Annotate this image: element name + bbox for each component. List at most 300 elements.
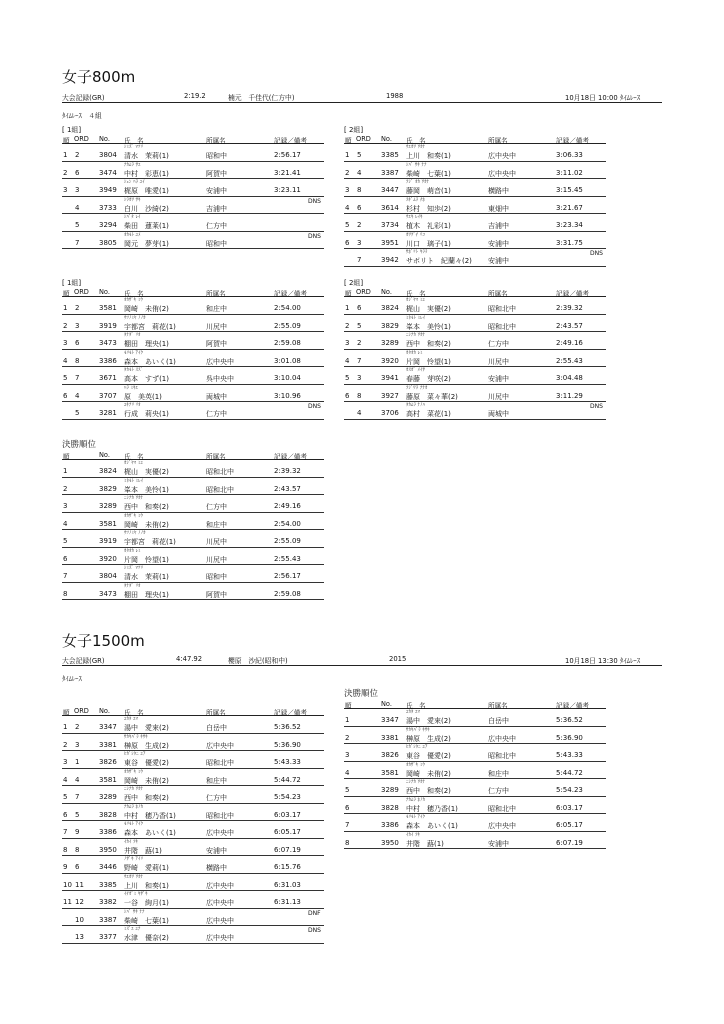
table-row [62, 315, 324, 333]
place: 3 [345, 339, 350, 347]
heat-table-800m-1 [62, 126, 324, 249]
header-ord: ORD [356, 288, 371, 296]
table-row [344, 297, 606, 315]
name-kana: ﾅｶﾑﾗ ﾎﾉｶ [124, 804, 144, 810]
affiliation: 昭和北中 [206, 485, 234, 494]
header-rec: 記録／備考 [274, 709, 307, 717]
place: 6 [63, 391, 68, 400]
table-row [62, 530, 324, 548]
record: 2:55.09 [274, 321, 301, 330]
affiliation: 横路中 [488, 187, 509, 195]
affiliation: 広中央中 [206, 357, 234, 366]
header-name: 氏 名 [124, 290, 144, 298]
table-row [62, 332, 324, 350]
bib-number: 3826 [381, 751, 399, 759]
place: 5 [63, 374, 68, 382]
record: 2:39.32 [556, 304, 583, 312]
table-row [344, 402, 606, 420]
event-title-1500m: 女子1500m [62, 632, 145, 650]
name-kana: ｵｶﾓﾄ ﾕﾒ [124, 232, 141, 238]
name-kana: ﾌｼﾞ ｵｶ ﾜｶﾅ [406, 180, 430, 185]
bib-number: 3941 [381, 374, 399, 382]
place: 8 [63, 589, 68, 598]
bib-number: 3386 [99, 356, 117, 365]
name-kana: ｻﾎﾞﾘﾄ ｷﾗﾗ [406, 250, 428, 255]
athlete-name: 西中 和奏(2) [406, 340, 451, 348]
athlete-name: 棚田 理央(1) [124, 340, 169, 348]
header-rec: 記録／備考 [274, 290, 307, 298]
bib-number: 3381 [381, 733, 399, 742]
affiliation: 広中央中 [206, 916, 234, 925]
header-pos: 順 [63, 290, 70, 298]
place: 6 [345, 803, 350, 812]
record: 2:54.00 [274, 519, 301, 528]
bib-number: 3581 [99, 775, 117, 784]
place: 3 [63, 339, 68, 347]
bib-number: 3581 [99, 304, 117, 312]
place: 4 [345, 768, 350, 777]
record: 3:23.11 [274, 186, 301, 194]
order: 7 [357, 256, 362, 264]
header-no: No. [99, 288, 110, 296]
name-kana: ｲｶｲ ﾌｷ [406, 832, 421, 838]
athlete-name: 上川 和奏(1) [406, 152, 451, 160]
table-row [344, 232, 606, 250]
header-aff: 所属名 [206, 453, 226, 461]
affiliation: 昭和北中 [488, 322, 516, 331]
bib-number: 3474 [99, 168, 117, 177]
note: DNF [308, 909, 321, 917]
order: 4 [75, 203, 80, 212]
order: 3 [357, 374, 362, 382]
table-caption: [ 2組] [344, 126, 364, 134]
header-no: No. [381, 288, 392, 296]
affiliation: 仁方中 [206, 222, 227, 230]
header-aff: 所属名 [206, 709, 226, 717]
record: 5:36.52 [274, 723, 301, 731]
name-kana: ｼﾐｽﾞ ﾏﾂﾘ [124, 566, 143, 571]
header-no: No. [381, 700, 392, 708]
header-no: No. [99, 707, 110, 715]
final-table-1500m [344, 689, 606, 849]
record: 6:05.17 [274, 828, 301, 836]
bib-number: 3920 [99, 554, 117, 563]
athlete-name: 柴崎 七葉(1) [406, 169, 451, 178]
record-holder: 櫻原 沙紀(昭和中) [228, 657, 288, 665]
order: 10 [75, 915, 84, 924]
bib-number: 3671 [99, 374, 117, 382]
name-kana: ﾆｼﾅｶ ﾜｶﾅ [406, 780, 426, 785]
table-caption: 決勝順位 [62, 440, 97, 450]
heat-table-1500m [62, 698, 324, 944]
bib-number: 3446 [99, 863, 117, 871]
bib-number: 3387 [99, 915, 117, 924]
table-row [344, 832, 606, 850]
place: 2 [63, 168, 68, 177]
record: 3:11.02 [556, 168, 583, 177]
affiliation: 川尻中 [488, 392, 509, 401]
name-kana: ｶｽｶﾞ ﾒｲｻ [406, 368, 425, 373]
affiliation: 仁方中 [206, 503, 227, 511]
affiliation: 昭和北中 [206, 468, 234, 476]
athlete-name: 梶山 実優(2) [124, 468, 169, 476]
order: 4 [75, 775, 80, 784]
header-name: 氏 名 [406, 290, 426, 298]
name-kana: ﾓﾘﾓﾄ ｱｲｸ [124, 350, 144, 356]
affiliation: 昭和北中 [488, 305, 516, 313]
affiliation: 広中央中 [488, 822, 516, 830]
athlete-name: 宇都宮 莉花(1) [124, 322, 176, 331]
order: 9 [75, 828, 80, 836]
order: 6 [357, 304, 362, 312]
athlete-name: 行成 莉央(1) [124, 410, 169, 418]
header-no: No. [381, 135, 392, 143]
order: 5 [75, 221, 80, 229]
table-header [344, 135, 606, 144]
header-aff: 所属名 [488, 702, 508, 710]
record: 6:31.13 [274, 898, 301, 906]
bib-number: 3581 [381, 768, 399, 777]
place: 5 [345, 786, 350, 794]
header-aff: 所属名 [206, 137, 226, 145]
name-kana: ﾓﾘﾓﾄ ｱｲｸ [124, 822, 144, 827]
athlete-name: 一谷 絢月(1) [124, 899, 169, 907]
bib-number: 3950 [99, 845, 117, 854]
athlete-name: 宇都宮 莉花(1) [124, 538, 176, 546]
name-kana: ﾌｼﾞﾜﾗ ﾅﾅｶ [406, 385, 428, 391]
affiliation: 川尻中 [206, 538, 227, 546]
place: 2 [345, 733, 350, 742]
record: 5:54.23 [274, 793, 301, 801]
table-row [344, 385, 606, 403]
place: 6 [345, 238, 350, 247]
affiliation: 川尻中 [206, 322, 227, 331]
affiliation: 和庄中 [206, 776, 227, 785]
athlete-name: 原 美英(1) [124, 392, 162, 401]
table-row [62, 162, 324, 180]
name-kana: ｳｴｶﾜ ﾜｶﾅ [124, 874, 144, 880]
name-kana: ﾋｶﾞｼﾀﾆ ﾕｱ [124, 752, 146, 757]
place: 3 [63, 186, 68, 194]
order: 3 [75, 186, 80, 194]
record: 5:44.72 [556, 768, 583, 777]
header-ord: ORD [356, 135, 371, 143]
name-kana: ｶﾜｸﾞﾁ ﾘｺ [406, 232, 425, 238]
header-rec: 記録／備考 [556, 290, 589, 298]
athlete-name: 中村 彩恵(1) [124, 169, 169, 178]
table-caption: 決勝順位 [344, 689, 379, 699]
place: 1 [345, 304, 350, 312]
table-header [62, 451, 324, 460]
name-kana: ｼﾐｽﾞ ﾏﾂﾘ [124, 145, 143, 150]
order: 7 [75, 374, 80, 382]
order: 7 [75, 793, 80, 801]
bib-number: 3377 [99, 933, 117, 941]
affiliation: 両城中 [206, 392, 227, 401]
order: 6 [75, 168, 80, 177]
header-name: 氏 名 [406, 702, 426, 710]
order: 6 [75, 863, 80, 871]
header-pos: 順 [345, 137, 352, 145]
athlete-name: 岡崎 未侑(2) [406, 769, 451, 778]
record: 5:43.33 [274, 758, 301, 766]
bib-number: 3919 [99, 537, 117, 545]
athlete-name: 高村 菜花(1) [406, 410, 451, 418]
bib-number: 3294 [99, 221, 117, 229]
athlete-name: 峯本 美怜(1) [124, 485, 169, 494]
record: 3:21.41 [274, 168, 301, 177]
place: 4 [63, 775, 68, 784]
order: 11 [75, 880, 84, 889]
order: 4 [357, 168, 362, 177]
athlete-name: 井階 蕗(1) [406, 839, 444, 848]
name-kana: ｳﾂﾉﾐﾔ ﾉﾉｶ [124, 531, 146, 536]
table-row [62, 891, 324, 909]
athlete-name: 植木 礼彩(1) [406, 222, 451, 230]
table-row [62, 804, 324, 822]
place: 6 [63, 554, 68, 563]
bib-number: 3382 [99, 898, 117, 906]
record: 6:31.03 [274, 880, 301, 889]
race-type-1500m: ﾀｲﾑﾚｰｽ [62, 675, 82, 683]
table-row [344, 162, 606, 180]
place: 2 [345, 321, 350, 330]
name-kana: ｳｴｶﾜ ﾜｶﾅ [406, 145, 426, 150]
affiliation: 広中央中 [206, 899, 234, 907]
affiliation: 昭和北中 [488, 752, 516, 760]
athlete-name: 中村 穂乃香(1) [124, 811, 176, 820]
header-name: 氏 名 [124, 709, 144, 717]
record: 3:06.33 [556, 151, 583, 159]
bib-number: 3829 [381, 321, 399, 330]
affiliation: 白岳中 [206, 724, 227, 732]
record: 6:03.17 [556, 803, 583, 812]
affiliation: 広中央中 [206, 741, 234, 750]
order: 3 [75, 740, 80, 749]
affiliation: 広中央中 [206, 829, 234, 837]
name-kana: ｵｶｻﾞｷ ﾐｳ [124, 298, 143, 303]
affiliation: 仁方中 [206, 410, 227, 418]
record: 5:36.90 [274, 740, 301, 749]
record: 5:36.52 [556, 716, 583, 724]
header-pos: 順 [345, 702, 352, 710]
note: DNS [590, 250, 603, 257]
place: 4 [345, 203, 350, 212]
name-kana: ﾕｶﾀ ｴﾏ [406, 710, 421, 715]
name-kana: ﾐﾈﾓﾄ ﾐﾚｲ [406, 315, 426, 321]
bib-number: 3386 [99, 828, 117, 836]
name-kana: ｻｶｷﾊﾞﾗ ｷｻｷ [124, 734, 148, 740]
bib-number: 3385 [99, 880, 117, 889]
place: 1 [63, 304, 68, 312]
bib-number: 3707 [99, 391, 117, 400]
name-kana: ﾀﾅﾀﾞ ﾘｵ [124, 583, 141, 589]
athlete-name: 岡崎 未侑(2) [124, 776, 169, 785]
place: 3 [345, 186, 350, 194]
athlete-name: 榊原 生成(2) [406, 734, 451, 743]
heat-table-800m-3 [62, 279, 324, 420]
athlete-name: 野崎 愛莉(1) [124, 864, 169, 872]
table-row [62, 214, 324, 232]
name-kana: ﾐﾈﾓﾄ ﾐﾚｲ [124, 478, 144, 484]
record: 2:56.17 [274, 151, 301, 159]
name-kana: ﾕｶﾀ ｴﾏ [124, 717, 139, 722]
order: 2 [357, 339, 362, 347]
name-kana: ﾐｽﾞｴ ﾕﾅ [124, 927, 141, 932]
athlete-name: 川口 璃子(1) [406, 239, 451, 248]
bib-number: 3289 [381, 339, 399, 347]
athlete-name: 湯中 愛來(2) [406, 717, 451, 725]
table-caption: [ 1組] [62, 279, 82, 287]
name-kana: ｲｶｲ ﾌｷ [124, 839, 139, 845]
place: 7 [63, 572, 68, 580]
affiliation: 川尻中 [206, 555, 227, 564]
name-kana: ﾅｶﾑﾗ ﾎﾉｶ [406, 797, 426, 803]
table-row [344, 179, 606, 197]
athlete-name: 片岡 怜望(1) [124, 555, 169, 564]
place: 2 [63, 321, 68, 330]
place: 6 [345, 391, 350, 400]
order: 3 [75, 321, 80, 330]
order: 4 [75, 391, 80, 400]
bib-number: 3706 [381, 409, 399, 417]
bib-number: 3919 [99, 321, 117, 330]
place: 4 [63, 519, 68, 528]
place: 2 [345, 168, 350, 177]
table-header [62, 288, 324, 297]
affiliation: 東畑中 [488, 204, 509, 213]
record-holder: 楠元 千佳代(仁方中) [228, 94, 295, 102]
record: 5:54.23 [556, 786, 583, 794]
table-caption: [ 2組] [344, 279, 364, 287]
table-row [62, 786, 324, 804]
place: 5 [345, 374, 350, 382]
table-row [62, 232, 324, 250]
order: 5 [357, 151, 362, 159]
record: 5:36.90 [556, 733, 583, 742]
bib-number: 3829 [99, 484, 117, 493]
name-kana: ｽｷﾞﾑﾗ ﾁﾎ [406, 197, 425, 203]
bib-number: 3281 [99, 409, 117, 417]
athlete-name: 柴崎 七葉(1) [124, 916, 169, 925]
header-aff: 所属名 [488, 290, 508, 298]
bib-number: 3828 [99, 810, 117, 819]
bib-number: 3473 [99, 589, 117, 598]
record: 6:05.17 [556, 821, 583, 829]
heat-table-800m-4 [344, 279, 606, 420]
name-kana: ｼﾗｶﾜ ｻｷ [124, 197, 141, 203]
note: DNS [590, 403, 603, 410]
affiliation: 両城中 [488, 410, 509, 418]
table-row [344, 315, 606, 333]
bib-number: 3826 [99, 758, 117, 766]
place: 1 [63, 723, 68, 731]
athlete-name: 榊原 生成(2) [124, 741, 169, 750]
name-kana: ﾋｶﾞｼﾀﾆ ﾕｱ [406, 745, 428, 750]
athlete-name: 西中 和奏(2) [124, 503, 169, 511]
table-row [62, 367, 324, 385]
bib-number: 3381 [99, 740, 117, 749]
place: 4 [63, 356, 68, 365]
affiliation: 阿賀中 [206, 340, 227, 348]
table-caption: [ 1組] [62, 126, 82, 134]
athlete-name: 岡元 夢芽(1) [124, 239, 169, 248]
athlete-name: 西中 和奏(2) [124, 794, 169, 802]
affiliation: 広中央中 [488, 734, 516, 743]
bib-number: 3473 [99, 339, 117, 347]
name-kana: ﾆｼﾅｶ ﾜｶﾅ [124, 787, 144, 792]
bib-number: 3804 [99, 151, 117, 159]
name-kana: ｼﾊﾞ ｻｷ ﾅﾅ [124, 909, 145, 915]
bib-number: 3447 [381, 186, 399, 194]
header-aff: 所属名 [488, 137, 508, 145]
place: 2 [63, 484, 68, 493]
place: 1 [63, 467, 68, 475]
athlete-name: 峯本 美怜(1) [406, 322, 451, 331]
order: 5 [75, 810, 80, 819]
table-row [62, 565, 324, 583]
place: 9 [63, 863, 68, 871]
athlete-name: 西中 和奏(2) [406, 787, 451, 795]
athlete-name: 上川 和奏(1) [124, 881, 169, 890]
table-row [344, 762, 606, 780]
affiliation: 呉中央中 [206, 375, 234, 383]
record: 2:55.43 [274, 554, 301, 563]
name-kana: ｵｶｻﾞｷ ﾐｳ [124, 769, 143, 775]
place: 11 [63, 898, 72, 906]
name-kana: ｼﾊﾞﾀ ﾚｲ [124, 215, 141, 220]
athlete-name: 梶原 唯愛(1) [124, 187, 169, 195]
place: 5 [63, 793, 68, 801]
athlete-name: 杉村 知歩(2) [406, 204, 451, 213]
table-row [62, 197, 324, 215]
place: 5 [345, 221, 350, 229]
bib-number: 3942 [381, 256, 399, 264]
athlete-name: 清水 茉莉(1) [124, 573, 169, 581]
table-row [62, 716, 324, 734]
record: 3:04.48 [556, 374, 583, 382]
record-year: 2015 [389, 655, 407, 663]
header-pos: 順 [63, 453, 70, 461]
place: 2 [63, 740, 68, 749]
table-row [62, 874, 324, 892]
table-header [62, 707, 324, 716]
record: 6:07.19 [274, 845, 301, 854]
bib-number: 3385 [381, 151, 399, 159]
record-label: 大会記録(GR) [62, 94, 105, 102]
bib-number: 3614 [381, 203, 399, 212]
order: 4 [357, 409, 362, 417]
name-kana: ｵｶｻﾞｷ ﾐｳ [406, 762, 425, 768]
bib-number: 3387 [381, 168, 399, 177]
name-kana: ﾆｼﾅｶ ﾜｶﾅ [406, 333, 426, 338]
name-kana: ﾓﾘﾓﾄ ｱｲｸ [406, 815, 426, 820]
table-row [62, 839, 324, 857]
bib-number: 3289 [99, 502, 117, 510]
header-ord: ORD [74, 288, 89, 296]
record: 6:03.17 [274, 810, 301, 819]
name-kana: ｵｶｻﾞｷ ﾐｳ [124, 513, 143, 519]
order: 2 [357, 221, 362, 229]
table-row [62, 350, 324, 368]
affiliation: 仁方中 [488, 787, 509, 795]
athlete-name: 森本 あいく(1) [406, 822, 458, 830]
place: 3 [63, 758, 68, 766]
record: 2:59.08 [274, 339, 301, 347]
table-row [344, 709, 606, 727]
header-rec: 記録／備考 [556, 702, 589, 710]
bib-number: 3927 [381, 391, 399, 400]
